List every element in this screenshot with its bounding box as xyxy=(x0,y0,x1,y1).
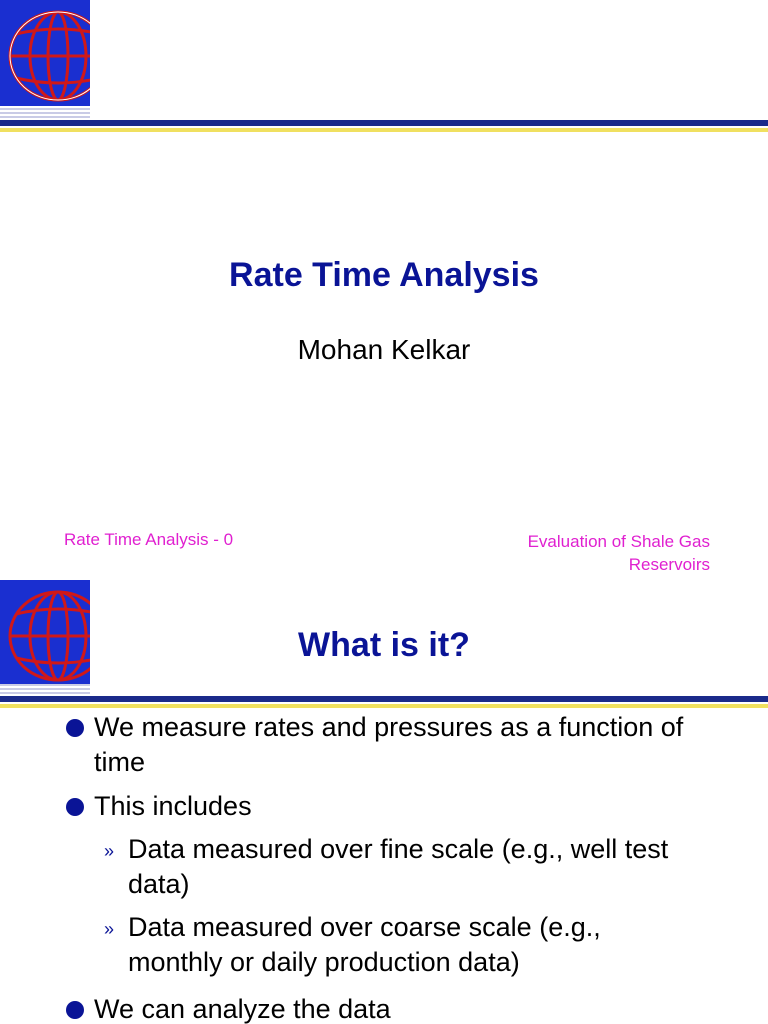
author-name: Mohan Kelkar xyxy=(297,334,471,365)
footer-course-title xyxy=(450,530,710,576)
sub-list-item xyxy=(104,832,694,902)
sub-bullet-text: Data measured over coarse scale (e.g., monthly or daily production data) xyxy=(128,912,601,977)
sub-bullet-text: Data measured over fine scale (e.g., well test data) xyxy=(128,834,669,899)
slide-title: Rate Time Analysis xyxy=(229,256,539,294)
content-slide xyxy=(0,580,768,1024)
bullet-dot-icon xyxy=(66,1001,84,1019)
list-item xyxy=(66,789,686,824)
double-chevron-icon: » xyxy=(104,919,115,939)
globe-logo-icon xyxy=(0,0,90,106)
double-chevron-icon: » xyxy=(104,841,115,861)
bullet-text: We measure rates and pressures as a function of time xyxy=(94,712,684,777)
list-item xyxy=(66,710,686,780)
bullet-text: This includes xyxy=(94,791,252,821)
footer-course-line-2: Reservoirs xyxy=(628,555,710,574)
bullet-dot-icon xyxy=(66,719,84,737)
footer-course-line-1: Evaluation of Shale Gas xyxy=(527,532,710,551)
slide-title: What is it? xyxy=(298,626,470,664)
bullet-dot-icon xyxy=(66,798,84,816)
footer-slide-label: Rate Time Analysis - 0 xyxy=(64,530,234,549)
list-item xyxy=(66,992,686,1024)
sub-list-item xyxy=(104,910,694,980)
bullet-text: We can analyze the data xyxy=(94,994,391,1024)
